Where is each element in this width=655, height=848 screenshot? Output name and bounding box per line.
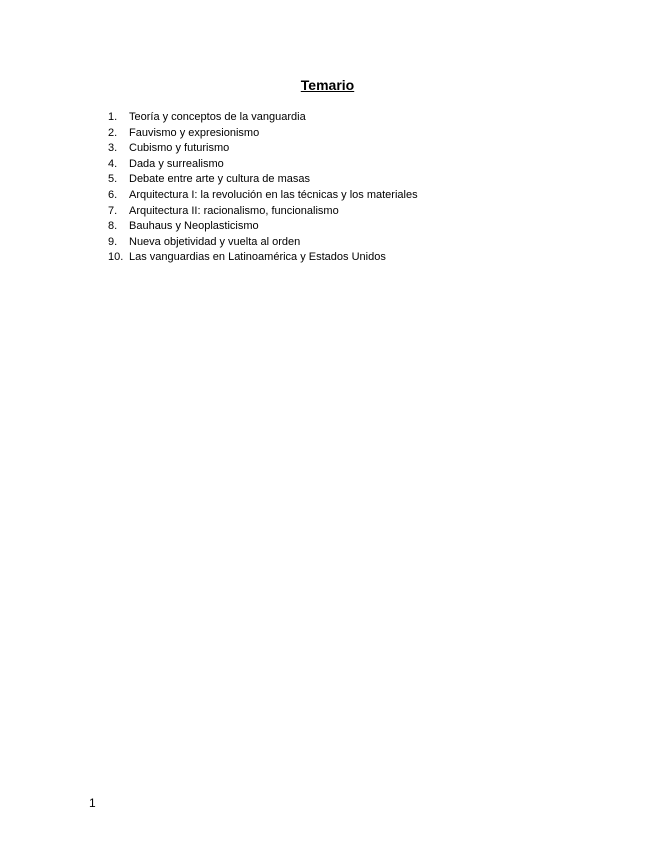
item-number: 9. [108, 235, 118, 248]
item-number: 5. [108, 173, 118, 186]
item-text: Arquitectura II: racionalismo, funcionalismo [129, 204, 339, 217]
list-item [108, 141, 418, 157]
item-text: Debate entre arte y cultura de masas [129, 173, 310, 186]
item-text: Arquitectura I: la revolución en las técnicas y los materiales [129, 188, 418, 201]
item-text: Las vanguardias en Latinoamérica y Estados Unidos [129, 251, 386, 264]
list-item [108, 110, 418, 126]
list-item [108, 235, 418, 251]
page-number: 1 [89, 796, 96, 810]
item-number: 10. [108, 251, 124, 264]
item-text: Cubismo y futurismo [129, 142, 230, 155]
item-number: 1. [108, 111, 118, 123]
page-title: Temario [300, 77, 355, 93]
list-item [108, 126, 418, 142]
list-item [108, 219, 418, 235]
item-text: Nueva objetividad y vuelta al orden [129, 235, 301, 248]
item-number: 6. [108, 188, 118, 201]
list-item [108, 188, 418, 204]
item-text: Bauhaus y Neoplasticismo [129, 220, 259, 233]
item-text: Teoría y conceptos de la vanguardia [129, 111, 306, 123]
syllabus-list [108, 110, 418, 266]
item-number: 2. [108, 126, 118, 139]
item-number: 8. [108, 220, 118, 233]
item-text: Fauvismo y expresionismo [129, 126, 260, 139]
list-item [108, 250, 418, 266]
list-item [108, 204, 418, 220]
item-number: 4. [108, 157, 118, 170]
list-item [108, 172, 418, 188]
list-item [108, 157, 418, 173]
item-number: 7. [108, 204, 118, 217]
item-text: Dada y surrealismo [129, 157, 224, 170]
item-number: 3. [108, 142, 118, 155]
